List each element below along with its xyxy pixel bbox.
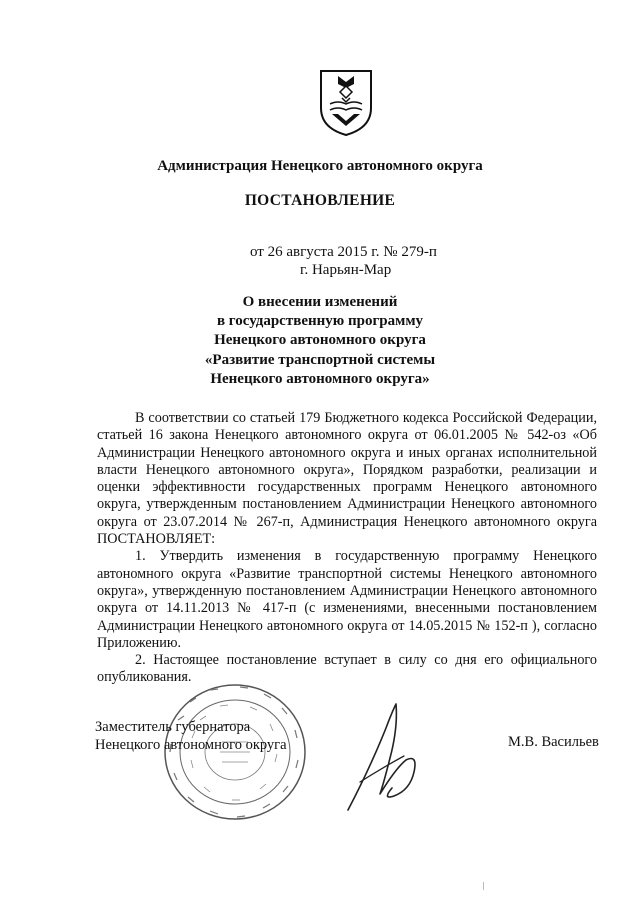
subject-line: в государственную программу (216, 313, 424, 330)
position-line: Ненецкого автономного округа (95, 737, 287, 753)
position-line: Заместитель губернатора (95, 719, 251, 735)
organization-title: Администрация Ненецкого автономного округа (157, 158, 483, 174)
document-type: ПОСТАНОВЛЕНИЕ (244, 192, 396, 209)
subject-line: Ненецкого автономного округа» (210, 370, 430, 387)
subject-block (0, 293, 640, 389)
subject-line: О внесении изменений (242, 294, 398, 310)
signatory-name: М.В. Васильев (508, 734, 599, 750)
scan-mark (483, 882, 484, 890)
coat-of-arms-icon (318, 68, 374, 138)
subject-line: Ненецкого автономного округа (214, 332, 426, 349)
subject-line: «Развитие транспортной системы (204, 351, 436, 368)
preamble-paragraph: В соответствии со статьей 179 Бюджетного кодекса Российской Федерации, статьей 16 закона Ненецкого автономного округа от 06.01.2005 № 542-оз «Об Администрации Ненецкого автономного округа и иных органах исполнительной власти Ненецкого автономного округа», Порядком разработки, реализации и оценки эффективности государственных программ Ненецкого автономного округа, утвержденным постановлением Администрации Ненецкого автономного округа от 23.07.2014 № 267-п, Администрация Ненецкого автономного округа ПОСТАНОВЛЯЕТ: (97, 410, 597, 548)
date-number: от 26 августа 2015 г. № 279-п (250, 244, 437, 260)
body-text (97, 410, 597, 687)
city: г. Нарьян-Мар (300, 262, 392, 278)
handwritten-signature-icon (340, 698, 430, 813)
signatory-position (95, 718, 287, 754)
item-1-paragraph: 1. Утвердить изменения в государственную программу Ненецкого автономного округа «Развитие транспортной системы Ненецкого автономного округа», утвержденную постановлением Администрации Ненецкого автономного округа от 14.11.2013 № 417-п (с изменениями, внесенными постановлением Администрации Ненецкого автономного округа от 14.05.2015 № 152-п ), согласно Приложению. (97, 548, 597, 651)
item-2-paragraph: 2. Настоящее постановление вступает в силу со дня его официального опубликования. (97, 652, 597, 686)
